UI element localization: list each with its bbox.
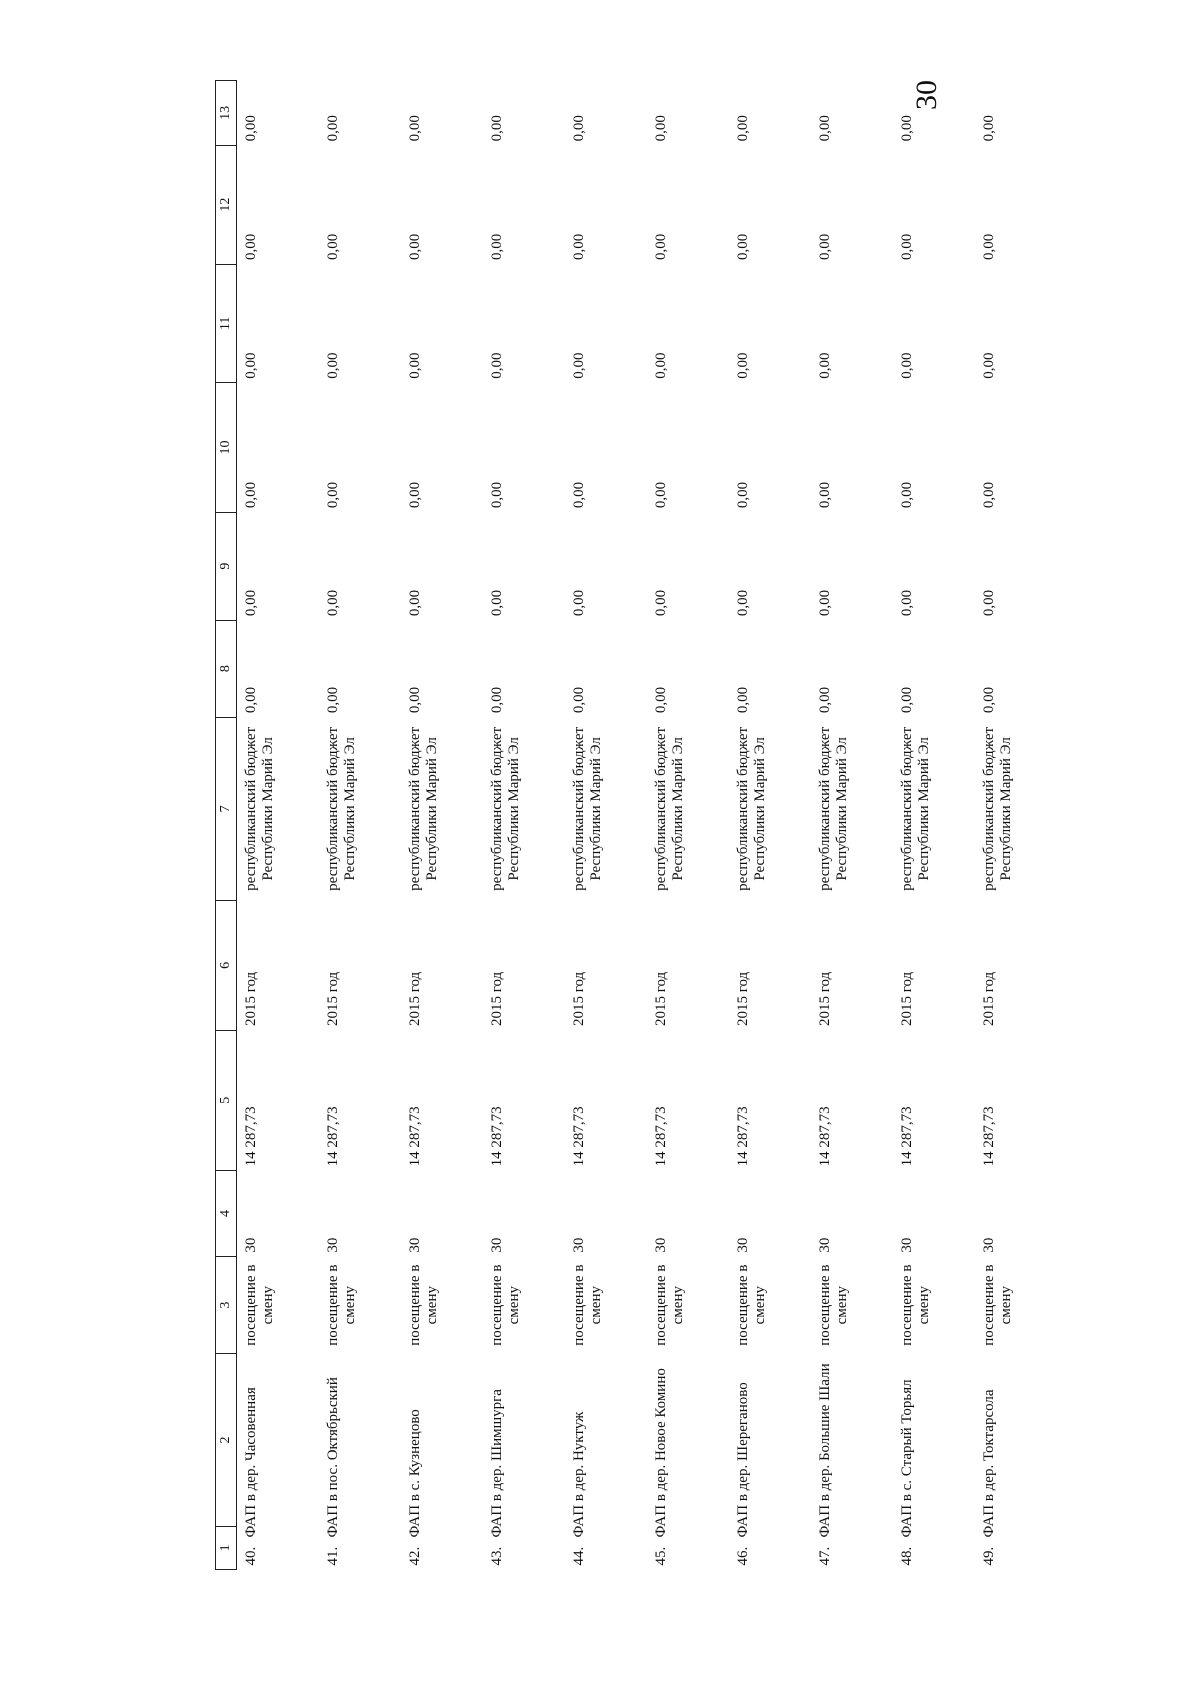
funding-source-cell: республиканский бюджет Республики Марий Эл: [489, 726, 522, 891]
amount-cell-10: 0,00: [653, 481, 669, 509]
funding-source-cell: республиканский бюджет Республики Марий Эл: [407, 726, 440, 891]
amount-cell-8: 0,00: [981, 686, 997, 714]
funding-source-cell: республиканский бюджет Республики Марий Эл: [653, 726, 686, 891]
header-row: [216, 81, 237, 1570]
capacity-cell: 30: [325, 1237, 341, 1253]
unit-cell: посещение в смену: [981, 1264, 1014, 1346]
column-header-6: 6: [216, 901, 237, 1030]
amount-cell-11: 0,00: [981, 352, 997, 379]
unit-cell: посещение в смену: [571, 1264, 604, 1346]
amount-cell-10: 0,00: [735, 481, 751, 509]
table-row: [483, 81, 565, 1570]
facility-cell: [893, 1354, 975, 1570]
row-number: 46.: [735, 1546, 751, 1566]
amount-cell-8: 0,00: [817, 686, 833, 714]
facility-cell: [401, 1354, 483, 1570]
facility-name: ФАП в дер. Токтарсола: [981, 1389, 997, 1538]
amount-cell-9: 0,00: [735, 589, 751, 617]
amount-cell-12: 0,00: [981, 233, 997, 261]
amount-cell-11: 0,00: [243, 352, 259, 379]
amount-cell-12: 0,00: [407, 233, 423, 261]
unit-cell: посещение в смену: [243, 1264, 276, 1346]
capacity-cell: 30: [653, 1237, 669, 1253]
capacity-cell: 30: [899, 1237, 915, 1253]
amount-cell-12: 0,00: [817, 233, 833, 261]
column-header-10: 10: [216, 383, 237, 512]
page-number: 30: [910, 80, 943, 110]
amount-cell-13: 0,00: [571, 115, 587, 142]
capacity-cell: 30: [981, 1237, 997, 1253]
funding-source-cell: республиканский бюджет Республики Марий Эл: [899, 726, 932, 891]
row-number: 41.: [325, 1546, 341, 1566]
funding-source-cell: республиканский бюджет Республики Марий Эл: [243, 726, 276, 891]
amount-cell-12: 0,00: [899, 233, 915, 261]
capacity-cell: 30: [407, 1237, 423, 1253]
table-row: [975, 81, 1057, 1570]
column-header-9: 9: [216, 512, 237, 620]
facility-cell: [975, 1354, 1057, 1570]
amount-cell-9: 0,00: [571, 589, 587, 617]
amount-cell-8: 0,00: [489, 686, 505, 714]
capacity-cell: 30: [571, 1237, 587, 1253]
column-header-1: 1: [216, 1526, 237, 1569]
row-number: 49.: [981, 1546, 997, 1566]
funding-source-cell: республиканский бюджет Республики Марий Эл: [981, 726, 1014, 891]
table-row: [811, 81, 893, 1570]
year-cell: 2015 год: [571, 971, 587, 1027]
rotated-table-container: [215, 80, 1014, 1570]
amount-cell-11: 0,00: [571, 352, 587, 379]
funding-source-cell: республиканский бюджет Республики Марий Эл: [817, 726, 850, 891]
amount-cell-10: 0,00: [817, 481, 833, 509]
unit-cell: посещение в смену: [489, 1264, 522, 1346]
amount-cell-11: 0,00: [325, 352, 341, 379]
facility-cell: [647, 1354, 729, 1570]
capacity-cell: 30: [489, 1237, 505, 1253]
amount-cell-13: 0,00: [653, 115, 669, 142]
cost-cell: 14 287,73: [735, 1106, 751, 1167]
row-number: 45.: [653, 1546, 669, 1566]
year-cell: 2015 год: [817, 971, 833, 1027]
unit-cell: посещение в смену: [325, 1264, 358, 1346]
table-row: [237, 81, 320, 1570]
amount-cell-11: 0,00: [899, 352, 915, 379]
amount-cell-10: 0,00: [981, 481, 997, 509]
table-row: [729, 81, 811, 1570]
facility-cell: [729, 1354, 811, 1570]
year-cell: 2015 год: [653, 971, 669, 1027]
unit-cell: посещение в смену: [407, 1264, 440, 1346]
facility-name: ФАП в дер. Нуктуж: [571, 1411, 587, 1538]
facility-cell: [237, 1354, 320, 1570]
amount-cell-12: 0,00: [735, 233, 751, 261]
amount-cell-13: 0,00: [489, 115, 505, 142]
capacity-cell: 30: [243, 1237, 259, 1253]
amount-cell-9: 0,00: [407, 589, 423, 617]
amount-cell-9: 0,00: [899, 589, 915, 617]
row-number: 43.: [489, 1546, 505, 1566]
amount-cell-8: 0,00: [735, 686, 751, 714]
amount-cell-8: 0,00: [243, 686, 259, 714]
funding-source-cell: республиканский бюджет Республики Марий Эл: [735, 726, 768, 891]
row-number: 42.: [407, 1546, 423, 1566]
amount-cell-11: 0,00: [735, 352, 751, 379]
facility-cell: [565, 1354, 647, 1570]
amount-cell-11: 0,00: [653, 352, 669, 379]
row-number: 48.: [899, 1546, 915, 1566]
column-header-7: 7: [216, 717, 237, 900]
cost-cell: 14 287,73: [981, 1106, 997, 1167]
facility-name: ФАП в дер. Часовенная: [243, 1387, 259, 1538]
amount-cell-8: 0,00: [325, 686, 341, 714]
column-header-11: 11: [216, 264, 237, 383]
amount-cell-12: 0,00: [571, 233, 587, 261]
facility-cell: [483, 1354, 565, 1570]
year-cell: 2015 год: [489, 971, 505, 1027]
table-row: [565, 81, 647, 1570]
column-header-2: 2: [216, 1354, 237, 1527]
row-number: 44.: [571, 1546, 587, 1566]
amount-cell-9: 0,00: [243, 589, 259, 617]
capacity-cell: 30: [817, 1237, 833, 1253]
amount-cell-10: 0,00: [489, 481, 505, 509]
row-number: 47.: [817, 1546, 833, 1566]
amount-cell-10: 0,00: [571, 481, 587, 509]
amount-cell-8: 0,00: [407, 686, 423, 714]
amount-cell-11: 0,00: [817, 352, 833, 379]
facility-name: ФАП в дер. Большие Шали: [817, 1363, 833, 1538]
amount-cell-12: 0,00: [325, 233, 341, 261]
unit-cell: посещение в смену: [817, 1264, 850, 1346]
year-cell: 2015 год: [899, 971, 915, 1027]
funding-source-cell: республиканский бюджет Республики Марий Эл: [325, 726, 358, 891]
data-table: [215, 80, 1057, 1570]
amount-cell-11: 0,00: [489, 352, 505, 379]
amount-cell-13: 0,00: [243, 115, 259, 142]
column-header-13: 13: [216, 81, 237, 146]
amount-cell-8: 0,00: [899, 686, 915, 714]
amount-cell-9: 0,00: [817, 589, 833, 617]
amount-cell-13: 0,00: [899, 115, 915, 142]
year-cell: 2015 год: [981, 971, 997, 1027]
column-header-8: 8: [216, 620, 237, 717]
cost-cell: 14 287,73: [899, 1106, 915, 1167]
cost-cell: 14 287,73: [571, 1106, 587, 1167]
facility-name: ФАП в пос. Октябрьский: [325, 1377, 341, 1538]
cost-cell: 14 287,73: [817, 1106, 833, 1167]
amount-cell-13: 0,00: [407, 115, 423, 142]
amount-cell-12: 0,00: [653, 233, 669, 261]
unit-cell: посещение в смену: [899, 1264, 932, 1346]
cost-cell: 14 287,73: [407, 1106, 423, 1167]
amount-cell-9: 0,00: [489, 589, 505, 617]
table-row: [893, 81, 975, 1570]
amount-cell-10: 0,00: [325, 481, 341, 509]
facility-name: ФАП в дер. Шимшурга: [489, 1389, 505, 1538]
amount-cell-11: 0,00: [407, 352, 423, 379]
table-row: [647, 81, 729, 1570]
year-cell: 2015 год: [243, 971, 259, 1027]
amount-cell-13: 0,00: [325, 115, 341, 142]
funding-source-cell: республиканский бюджет Республики Марий Эл: [571, 726, 604, 891]
cost-cell: 14 287,73: [653, 1106, 669, 1167]
unit-cell: посещение в смену: [653, 1264, 686, 1346]
amount-cell-9: 0,00: [325, 589, 341, 617]
amount-cell-10: 0,00: [243, 481, 259, 509]
amount-cell-12: 0,00: [489, 233, 505, 261]
column-header-12: 12: [216, 145, 237, 264]
year-cell: 2015 год: [407, 971, 423, 1027]
amount-cell-12: 0,00: [243, 233, 259, 261]
column-header-5: 5: [216, 1030, 237, 1170]
year-cell: 2015 год: [325, 971, 341, 1027]
amount-cell-8: 0,00: [653, 686, 669, 714]
capacity-cell: 30: [735, 1237, 751, 1253]
row-number: 40.: [243, 1546, 259, 1566]
cost-cell: 14 287,73: [325, 1106, 341, 1167]
cost-cell: 14 287,73: [489, 1106, 505, 1167]
facility-name: ФАП в с. Кузнецово: [407, 1409, 423, 1538]
amount-cell-13: 0,00: [981, 115, 997, 142]
column-header-3: 3: [216, 1257, 237, 1354]
column-header-4: 4: [216, 1170, 237, 1256]
facility-cell: [319, 1354, 401, 1570]
facility-name: ФАП в дер. Шереганово: [735, 1382, 751, 1538]
amount-cell-9: 0,00: [981, 589, 997, 617]
amount-cell-9: 0,00: [653, 589, 669, 617]
facility-name: ФАП в дер. Новое Комино: [653, 1368, 669, 1538]
table-row: [319, 81, 401, 1570]
year-cell: 2015 год: [735, 971, 751, 1027]
amount-cell-13: 0,00: [735, 115, 751, 142]
amount-cell-13: 0,00: [817, 115, 833, 142]
amount-cell-8: 0,00: [571, 686, 587, 714]
amount-cell-10: 0,00: [899, 481, 915, 509]
unit-cell: посещение в смену: [735, 1264, 768, 1346]
cost-cell: 14 287,73: [243, 1106, 259, 1167]
facility-name: ФАП в с. Старый Торьял: [899, 1379, 915, 1538]
table-row: [401, 81, 483, 1570]
amount-cell-10: 0,00: [407, 481, 423, 509]
facility-cell: [811, 1354, 893, 1570]
